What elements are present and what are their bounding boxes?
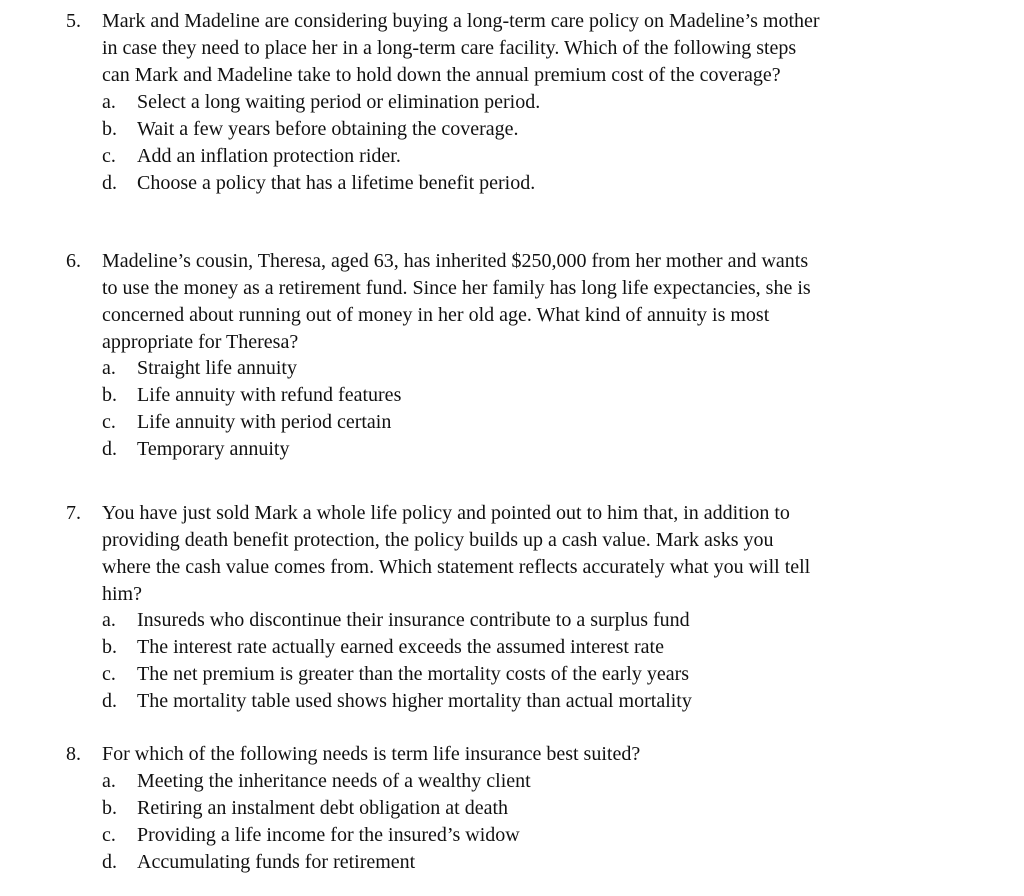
question-line: in case they need to place her in a long-term care facility. Which of the following steps [102, 37, 797, 59]
question-line: Madeline’s cousin, Theresa, aged 63, has inherited $250,000 from her mother and wants [102, 250, 809, 272]
option-text: The mortality table used shows higher mortality than actual mortality [137, 690, 692, 712]
option-text: Life annuity with refund features [137, 384, 402, 406]
option-text: The net premium is greater than the mortality costs of the early years [137, 663, 690, 685]
question-line: concerned about running out of money in her old age. What kind of annuity is most [102, 304, 770, 326]
option-letter: c. [102, 663, 116, 685]
question-line: You have just sold Mark a whole life policy and pointed out to him that, in addition to [102, 502, 790, 524]
answer-option-b [102, 116, 952, 143]
answer-option-d [102, 436, 952, 463]
option-letter: b. [102, 118, 117, 140]
question-text [102, 248, 952, 356]
question-number: 5. [66, 10, 81, 32]
option-letter: d. [102, 438, 117, 460]
option-text: Meeting the inheritance needs of a wealthy client [137, 770, 531, 792]
option-text: Wait a few years before obtaining the coverage. [137, 118, 519, 140]
option-letter: b. [102, 384, 117, 406]
question-line: Mark and Madeline are considering buying a long-term care policy on Madeline’s mother [102, 10, 820, 32]
option-letter: d. [102, 851, 117, 873]
answer-option-a [102, 768, 952, 795]
option-letter: d. [102, 172, 117, 194]
question-line: For which of the following needs is term life insurance best suited? [102, 743, 641, 765]
answer-option-d [102, 849, 952, 876]
option-letter: c. [102, 824, 116, 846]
option-letter: a. [102, 609, 116, 631]
question-text [102, 8, 952, 89]
answer-options [102, 89, 952, 197]
answer-option-a [102, 355, 952, 382]
answer-option-c [102, 822, 952, 849]
question-line: appropriate for Theresa? [102, 331, 299, 353]
question-line: where the cash value comes from. Which statement reflects accurately what you will tell [102, 556, 811, 578]
option-text: Select a long waiting period or elimination period. [137, 91, 541, 113]
answer-option-d [102, 170, 952, 197]
answer-option-b [102, 795, 952, 822]
answer-option-c [102, 143, 952, 170]
answer-option-a [102, 607, 952, 634]
answer-options [102, 607, 952, 715]
question-number: 8. [66, 743, 81, 765]
question-line: him? [102, 583, 142, 605]
option-text: Insureds who discontinue their insurance contribute to a surplus fund [137, 609, 690, 631]
question-line: to use the money as a retirement fund. Since her family has long life expectancies, she is [102, 277, 811, 299]
option-letter: d. [102, 690, 117, 712]
option-text: Accumulating funds for retirement [137, 851, 416, 873]
option-text: Add an inflation protection rider. [137, 145, 401, 167]
question-text [102, 741, 952, 768]
option-text: Temporary annuity [137, 438, 290, 460]
option-letter: a. [102, 357, 116, 379]
answer-option-c [102, 409, 952, 436]
option-text: Straight life annuity [137, 357, 297, 379]
option-letter: b. [102, 636, 117, 658]
question-text [102, 500, 952, 608]
answer-option-a [102, 89, 952, 116]
option-text: Life annuity with period certain [137, 411, 392, 433]
option-text: Choose a policy that has a lifetime benefit period. [137, 172, 536, 194]
answer-option-c [102, 661, 952, 688]
option-text: The interest rate actually earned exceeds the assumed interest rate [137, 636, 664, 658]
answer-options [102, 355, 952, 463]
question-line: providing death benefit protection, the policy builds up a cash value. Mark asks you [102, 529, 774, 551]
answer-option-b [102, 382, 952, 409]
option-letter: c. [102, 145, 116, 167]
answer-options [102, 768, 952, 876]
question-number: 7. [66, 502, 81, 524]
option-text: Providing a life income for the insured’s widow [137, 824, 520, 846]
question-line: can Mark and Madeline take to hold down the annual premium cost of the coverage? [102, 64, 781, 86]
answer-option-d [102, 688, 952, 715]
answer-option-b [102, 634, 952, 661]
option-letter: a. [102, 770, 116, 792]
option-letter: b. [102, 797, 117, 819]
option-text: Retiring an instalment debt obligation at death [137, 797, 509, 819]
question-number: 6. [66, 250, 81, 272]
option-letter: a. [102, 91, 116, 113]
option-letter: c. [102, 411, 116, 433]
